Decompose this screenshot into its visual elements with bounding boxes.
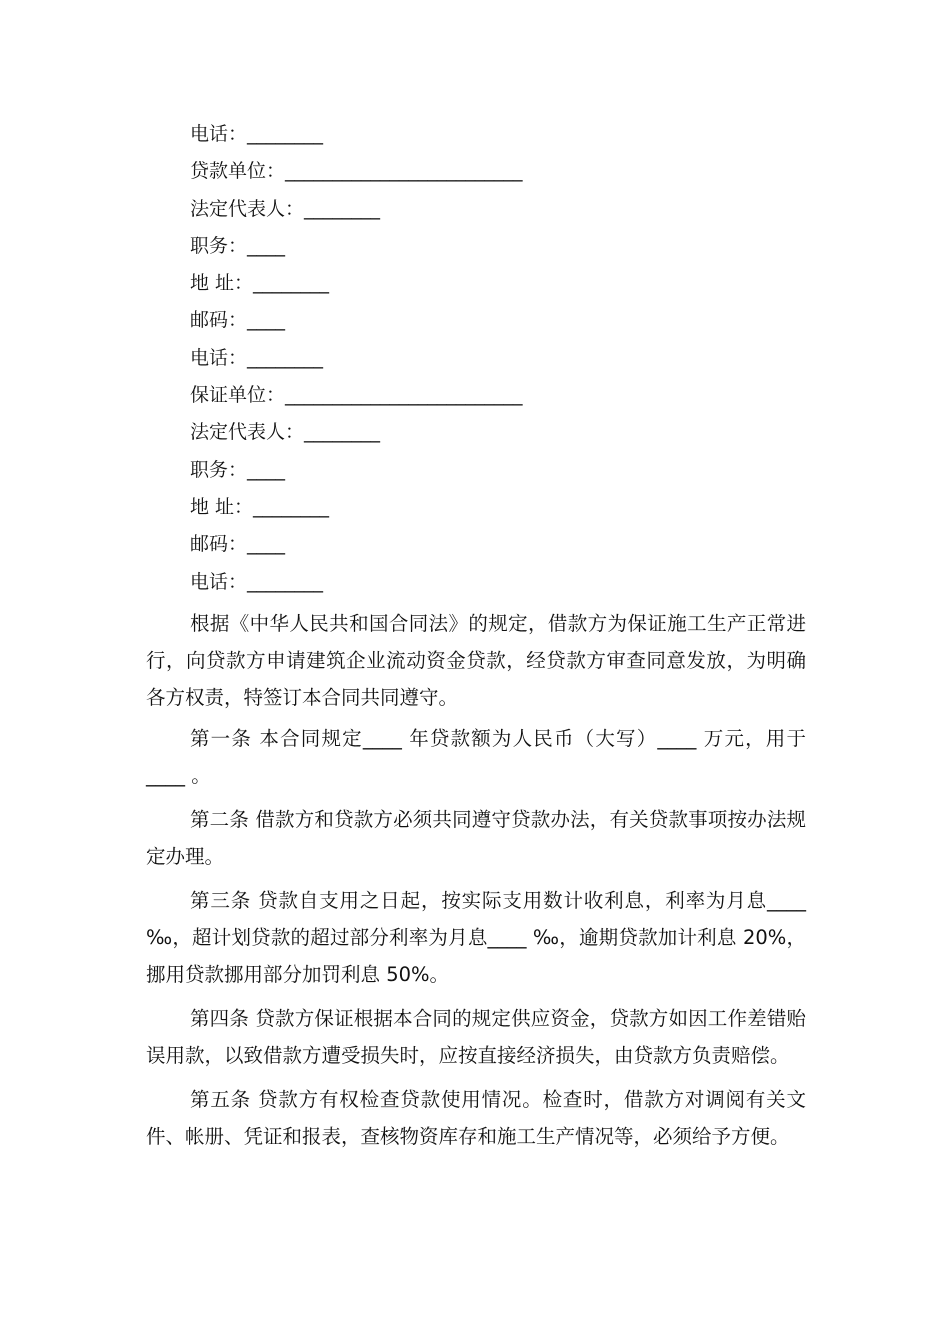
article-4: 第四条 贷款方保证根据本合同的规定供应资金，贷款方如因工作差错贻误用款，以致借款方遭受损失时，应按直接经济损失，由贷款方负责赔偿。 (146, 1006, 806, 1067)
lender-phone-field: 电话：________ (190, 346, 324, 369)
article-3: 第三条 贷款自支用之日起，按实际支用数计收利息，利率为月息____ ‰，超计划贷款的超过部分利率为月息____ ‰，逾期贷款加计利息 20%，挪用贷款挪用部分加罚利息 50%。 (146, 888, 806, 986)
article-5: 第五条 贷款方有权检查贷款使用情况。检查时，借款方对调阅有关文件、帐册、凭证和报表，查核物资库存和施工生产情况等，必须给予方便。 (146, 1087, 806, 1148)
lender-address-field: 地 址：________ (190, 272, 330, 295)
guarantor-position-field: 职务：____ (190, 458, 286, 481)
article-1: 第一条 本合同规定____ 年贷款额为人民币（大写）____ 万元，用于____ 。 (146, 726, 806, 787)
guarantor-postcode-field: 邮码：____ (190, 533, 286, 556)
intro-paragraph: 根据《中华人民共和国合同法》的规定，借款方为保证施工生产正常进行，向贷款方申请建筑企业流动资金贷款，经贷款方审查同意发放，为明确各方权责，特签订本合同共同遵守。 (146, 611, 806, 709)
lender-position-field: 职务：____ (190, 234, 286, 257)
lender-postcode-field: 邮码：____ (190, 309, 286, 332)
document-body (146, 116, 806, 1155)
lender-legal-rep-field: 法定代表人：________ (190, 197, 381, 220)
guarantor-legal-rep-field: 法定代表人：________ (190, 421, 381, 444)
guarantor-address-field: 地 址：________ (190, 495, 330, 518)
borrower-phone-field: 电话：________ (190, 123, 324, 145)
guarantor-phone-field: 电话：________ (190, 570, 324, 593)
guarantor-unit-field: 保证单位：_________________________ (190, 384, 523, 407)
lender-unit-field: 贷款单位：_________________________ (190, 160, 523, 183)
article-2: 第二条 借款方和贷款方必须共同遵守贷款办法，有关贷款事项按办法规定办理。 (146, 807, 806, 868)
